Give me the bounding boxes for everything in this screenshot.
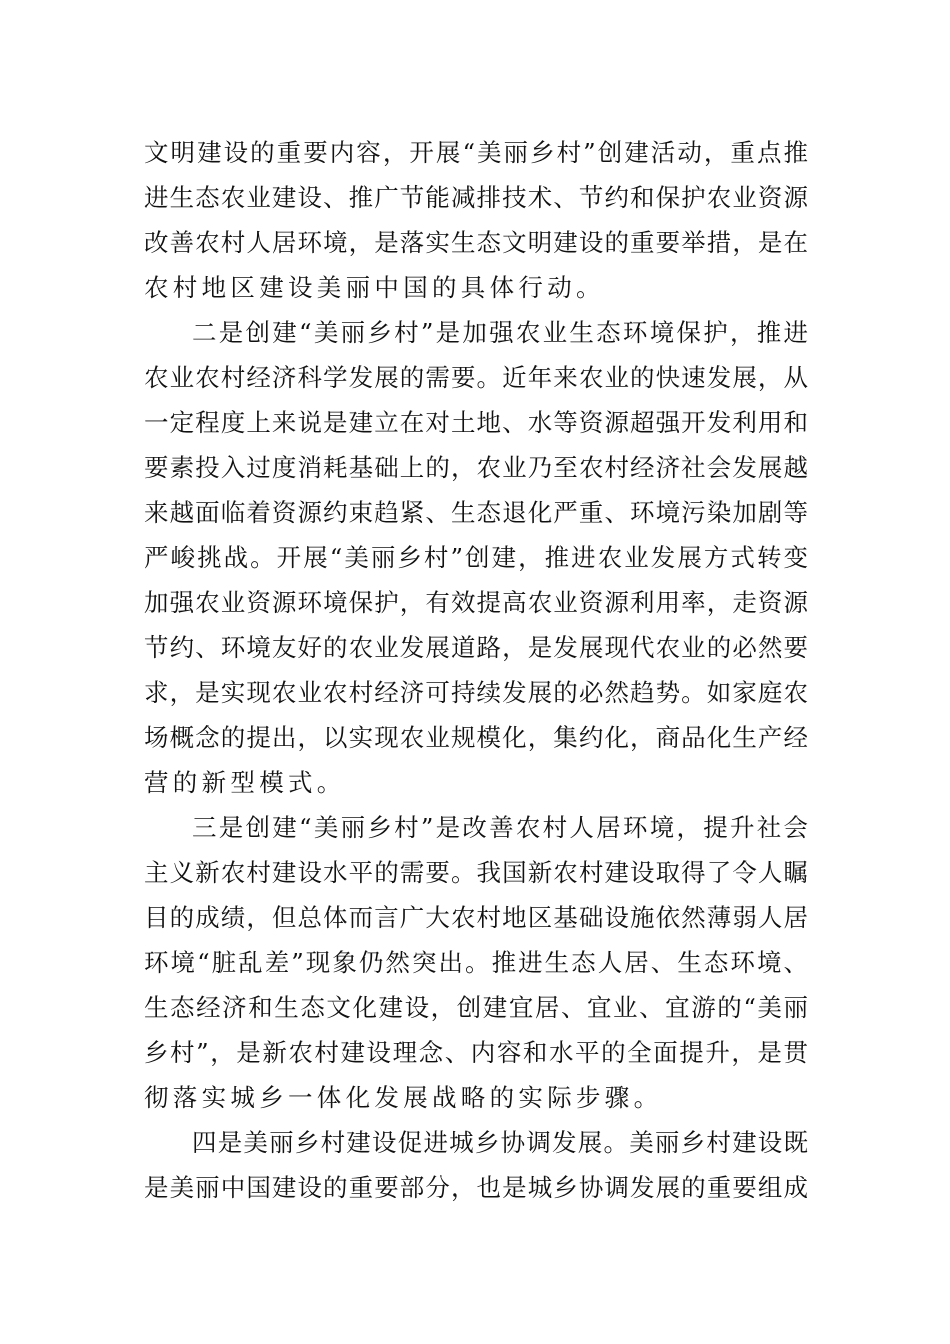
text-line: 乡村”，是新农村建设理念、内容和水平的全面提升，是贯 <box>144 1038 808 1067</box>
paragraph-start-line: 四是美丽乡村建设促进城乡协调发展。美丽乡村建设既 <box>192 1128 808 1157</box>
text-line: 文明建设的重要内容，开展“美丽乡村”创建活动，重点推 <box>144 138 808 167</box>
text-line: 改善农村人居环境，是落实生态文明建设的重要举措，是在 <box>144 228 808 257</box>
text-line: 环境“脏乱差”现象仍然突出。推进生态人居、生态环境、 <box>144 948 808 977</box>
text-line: 农业农村经济科学发展的需要。近年来农业的快速发展，从 <box>144 363 808 392</box>
text-line: 场概念的提出，以实现农业规模化，集约化，商品化生产经 <box>144 723 808 752</box>
text-line: 生态经济和生态文化建设，创建宜居、宜业、宜游的“美丽 <box>144 993 808 1022</box>
text-line: 来越面临着资源约束趋紧、生态退化严重、环境污染加剧等 <box>144 498 808 527</box>
text-line: 目的成绩，但总体而言广大农村地区基础设施依然薄弱人居 <box>144 903 808 932</box>
text-line: 彻落实城乡一体化发展战略的实际步骤。 <box>144 1083 663 1112</box>
paragraph-start-line: 二是创建“美丽乡村”是加强农业生态环境保护，推进 <box>192 318 808 347</box>
paragraph-start-line: 三是创建“美丽乡村”是改善农村人居环境，提升社会 <box>192 813 808 842</box>
text-line: 加强农业资源环境保护，有效提高农业资源利用率，走资源 <box>144 588 808 617</box>
text-line: 要素投入过度消耗基础上的，农业乃至农村经济社会发展越 <box>144 453 808 482</box>
text-line: 严峻挑战。开展“美丽乡村”创建，推进农业发展方式转变 <box>144 543 808 572</box>
text-line: 一定程度上来说是建立在对土地、水等资源超强开发利用和 <box>144 408 808 437</box>
text-line: 节约、环境友好的农业发展道路，是发展现代农业的必然要 <box>144 633 808 662</box>
text-line: 主义新农村建设水平的需要。我国新农村建设取得了令人瞩 <box>144 858 808 887</box>
text-line: 进生态农业建设、推广节能减排技术、节约和保护农业资源 <box>144 183 808 212</box>
text-line: 求，是实现农业农村经济可持续发展的必然趋势。如家庭农 <box>144 678 808 707</box>
text-line: 农村地区建设美丽中国的具体行动。 <box>144 273 605 302</box>
text-line: 营的新型模式。 <box>144 768 346 797</box>
text-line: 是美丽中国建设的重要部分，也是城乡协调发展的重要组成 <box>144 1173 808 1202</box>
